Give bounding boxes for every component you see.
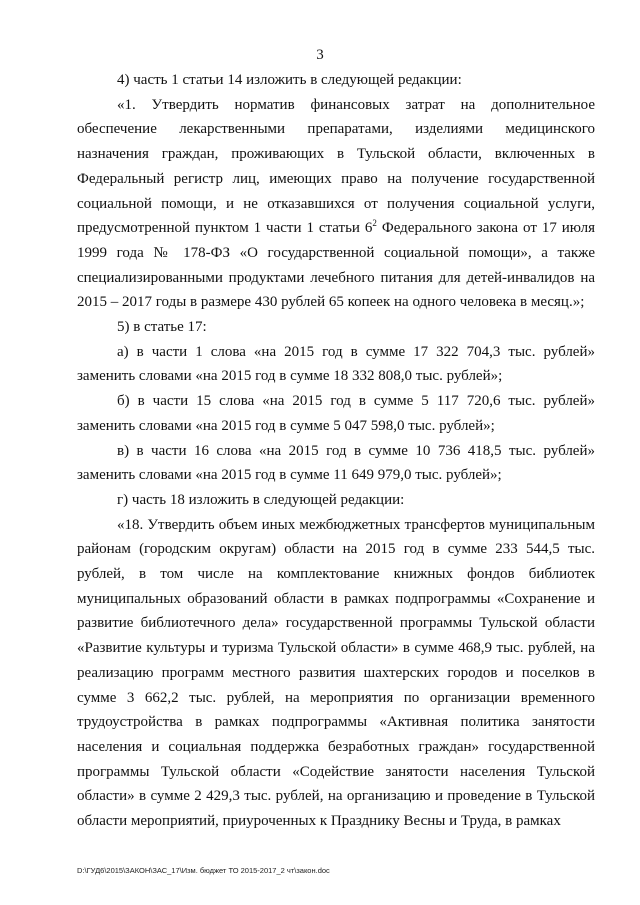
paragraph-norm-quote [77, 93, 595, 315]
paragraph-item-4-heading: 4) часть 1 статьи 14 изложить в следующей редакции: [117, 72, 462, 88]
paragraph-subitem-g: г) часть 18 изложить в следующей редакции: [117, 491, 405, 508]
paragraph-item-5-heading: 5) в статье 17: [117, 319, 207, 336]
paragraph-part-18-quote: «18. Утвердить объем иных межбюджетных трансфертов муниципальным районам (городским округам) области на 2015 год в сумме 233 544,5 тыс. рублей, в том числе на комплектование книжных фондов библиотек муниципальных образований области в рамках подпрограммы «Сохранение и развитие библиотечного дела» государственной программы Тульской области «Развитие культуры и туризма Тульской области» в сумме 468,9 тыс. рублей, на реализацию программ местного развития шахтерских городов и поселков в сумме 3 662,2 тыс. рублей, на мероприятия по организации временного трудоустройства в рамках подпрограммы «Активная политика занятости населения и социальная поддержка безработных граждан» государственной программы Тульской области «Содействие занятости населения Тульской области» в сумме 2 429,3 тыс. рублей, на организацию и проведение в Тульской области мероприятий, приуроченных к Празднику Весны и Труда, в рамках [77, 516, 595, 830]
paragraph-norm-text-before: «1. Утвердить норматив финансовых затрат на дополнительное обеспечение лекарственными препаратами, изделиями медицинского назначения граждан, проживающих в Тульской области, включенных в Федеральный регистр лиц, имеющих право на получение государственной социальной помощи, и не отказавшихся от получения социальной услуги, предусмотренной пунктом 1 части 1 статьи 6 [77, 96, 595, 237]
page-number: 3 [316, 47, 324, 63]
footer-file-path: D:\ГУД6\2015\ЗАКОН\ЗАС_17\Изм. бюджет ТО 2015-2017_2 чт\закон.doc [77, 866, 330, 875]
paragraph-subitem-a: а) в части 1 слова «на 2015 год в сумме 17 322 704,3 тыс. рублей» заменить словами «на 2015 год в сумме 18 332 808,0 тыс. рублей»; [77, 343, 595, 385]
document-body [77, 68, 595, 834]
paragraph-subitem-v: в) в части 16 слова «на 2015 год в сумме 10 736 418,5 тыс. рублей» заменить словами «на 2015 год в сумме 11 649 979,0 тыс. рублей»; [77, 442, 595, 484]
paragraph-norm-text-after: Федерального закона от 17 июля 1999 года № 178-ФЗ «О государственной социальной помощи», а также специализированными продуктами лечебного питания для детей-инвалидов на 2015 – 2017 годы в размере 430 рублей 65 копеек на одного человека в месяц.»; [77, 220, 595, 311]
paragraph-subitem-b: б) в части 15 слова «на 2015 год в сумме 5 117 720,6 тыс. рублей» заменить словами «на 2015 год в сумме 5 047 598,0 тыс. рублей»; [77, 393, 595, 434]
superscript-article-index: 2 [372, 218, 377, 229]
